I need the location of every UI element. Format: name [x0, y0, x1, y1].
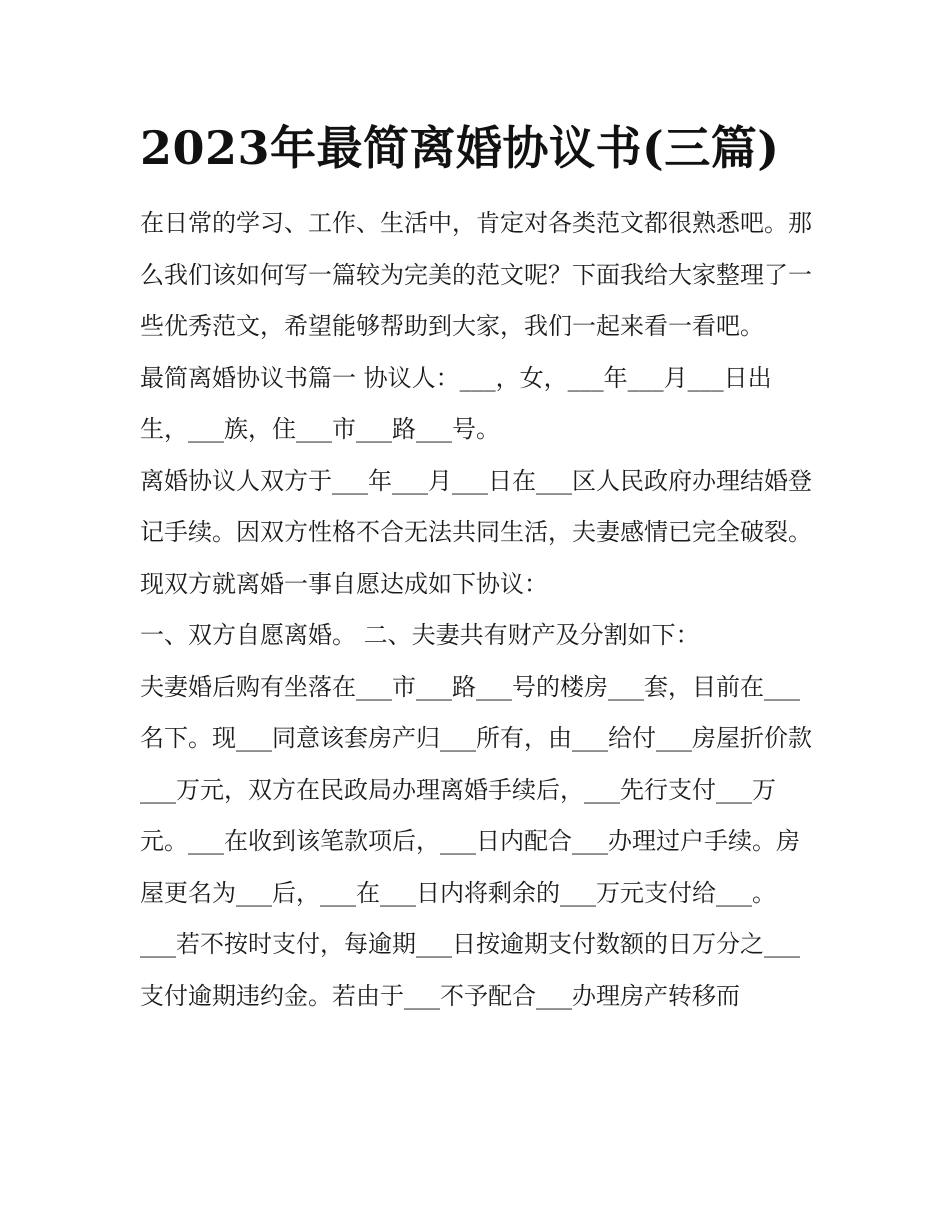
intro-paragraph: 在日常的学习、工作、生活中，肯定对各类范文都很熟悉吧。那么我们该如何写一篇较为完美的范文呢？下面我给大家整理了一些优秀范文，希望能够帮助到大家，我们一起来看一看吧。	[140, 209, 812, 340]
document-body	[140, 198, 812, 1022]
clause-heading-paragraph: 一、双方自愿离婚。 二、夫妻共有财产及分割如下：	[140, 621, 700, 649]
property-division-paragraph: 夫妻婚后购有坐落在___市___路___号的楼房___套，目前在___名下。现___同意该套房产归___所有，由___给付___房屋折价款___万元，双方在民政局办理离婚手续后，___先行支付___万元。___在收到该笔款项后，___日内配合___办理过户手续。房屋更名为___后，___在___日内将剩余的___万元支付给___。	[140, 672, 812, 907]
marriage-registration-paragraph: 离婚协议人双方于___年___月___日在___区人民政府办理结婚登记手续。因双方性格不合无法共同生活，夫妻感情已完全破裂。现双方就离婚一事自愿达成如下协议：	[140, 466, 812, 598]
late-payment-paragraph: ___若不按时支付，每逾期___日按逾期支付数额的日万分之___支付逾期违约金。若由于___不予配合___办理房产转移而	[140, 930, 800, 1010]
document-title: 2023年最简离婚协议书(三篇)	[140, 121, 780, 175]
party-info-paragraph: 最简离婚协议书篇一 协议人：___，女，___年___月___日出生，___族，住___市___路___号。	[140, 363, 772, 443]
